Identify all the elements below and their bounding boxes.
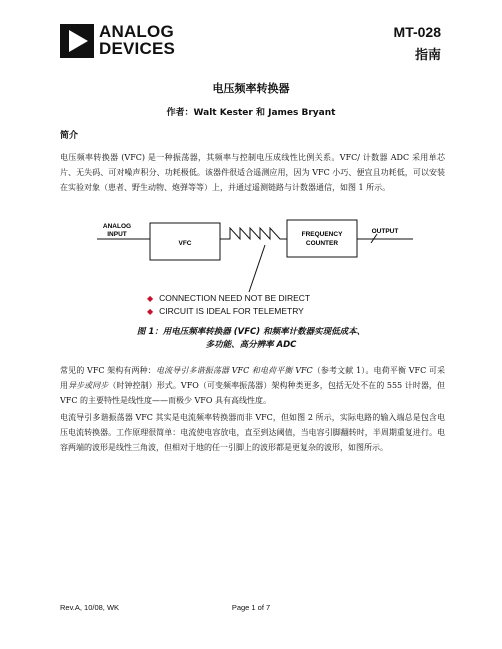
authors-line: 作者：Walt Kester 和 James Bryant	[166, 108, 336, 118]
page-number: Page 1 of 7	[231, 603, 271, 612]
vfc-types-emphasis: 电流导引多谐振荡器 VFC 和电荷平衡 VFC	[155, 366, 313, 375]
page-title: 电压频率转换器	[212, 82, 290, 95]
revision-info: Rev.A, 10/08, WK	[60, 603, 120, 612]
figure-bullet-list	[147, 292, 310, 318]
logo-line-2: DEVICES	[99, 39, 176, 58]
analog-input-label-2: INPUT	[107, 231, 127, 238]
figure-1-caption	[0, 326, 502, 352]
output-label: OUTPUT	[371, 228, 399, 235]
telemetry-link-waveform	[220, 228, 287, 239]
async-sync-emphasis: 异步或同步	[68, 381, 109, 390]
vfc-label: VFC	[178, 240, 192, 247]
document-type: 指南	[414, 48, 441, 63]
company-logo-text	[99, 23, 175, 57]
bullet-item: ◆ CIRCUIT IS IDEAL FOR TELEMETRY	[147, 306, 304, 316]
multivibrator-paragraph: 电流导引多谐振荡器 VFC 其实是电流频率转换器而非 VFC，但如图 2 所示，实际电路的输入端总是包含电压电流转换器。工作原理很简单：电流使电容放电，直至到达阈值，当电容引脚翻转时，半周期重复进行。电容两端的波形是线性三角波，但相对于地的任一引脚上的波形都是更复杂的波形，如图所示。	[60, 413, 445, 452]
intro-paragraph: 电压频率转换器 (VFC) 是一种振荡器，其频率与控制电压成线性比例关系。VFC/ 计数器 ADC 采用单芯片、无失码、可对噪声积分、功耗极低。该器件很适合遥测应用，因为 VFC 小巧、便宜且功耗低，可以安装在实验对象（患者、野生动物、炮弹等等）上，并通过遥测链路与计数器通信，如图 1 所示。	[60, 153, 445, 192]
logo-line-1: ANALOG	[99, 22, 174, 41]
bullet-item: ◆ CONNECTION NEED NOT BE DIRECT	[147, 293, 311, 303]
analog-input-label-1: ANALOG	[102, 223, 132, 230]
section-heading: 简介	[60, 131, 79, 141]
pointer-line	[249, 245, 265, 292]
analog-devices-logo-icon	[60, 24, 94, 58]
counter-label-1: FREQUENCY	[301, 231, 343, 238]
counter-label-2: COUNTER	[305, 240, 339, 247]
architecture-paragraph: 常见的 VFC 架构有两种：电流导引多谐振荡器 VFC 和电荷平衡 VFC（参考文献 1）。电荷平衡 VFC 可采用异步或同步（时钟控制）形式。VFO（可变频率振荡器）架构种类更多，包括无处不在的 555 计时器，但 VFC 的主要特性是线性度——而极少 VFO 具有高线性度。	[60, 366, 445, 405]
caption-line-1: 图 1：用电压频率转换器 (VFC) 和频率计数器实现低成本、	[136, 327, 366, 337]
caption-line-2: 多功能、高分辨率 ADC	[205, 340, 297, 350]
frequency-counter-block	[287, 220, 357, 257]
document-number: MT-028	[393, 24, 441, 40]
diamond-bullet-icon: ◆	[147, 294, 154, 303]
diamond-bullet-icon: ◆	[147, 307, 154, 316]
